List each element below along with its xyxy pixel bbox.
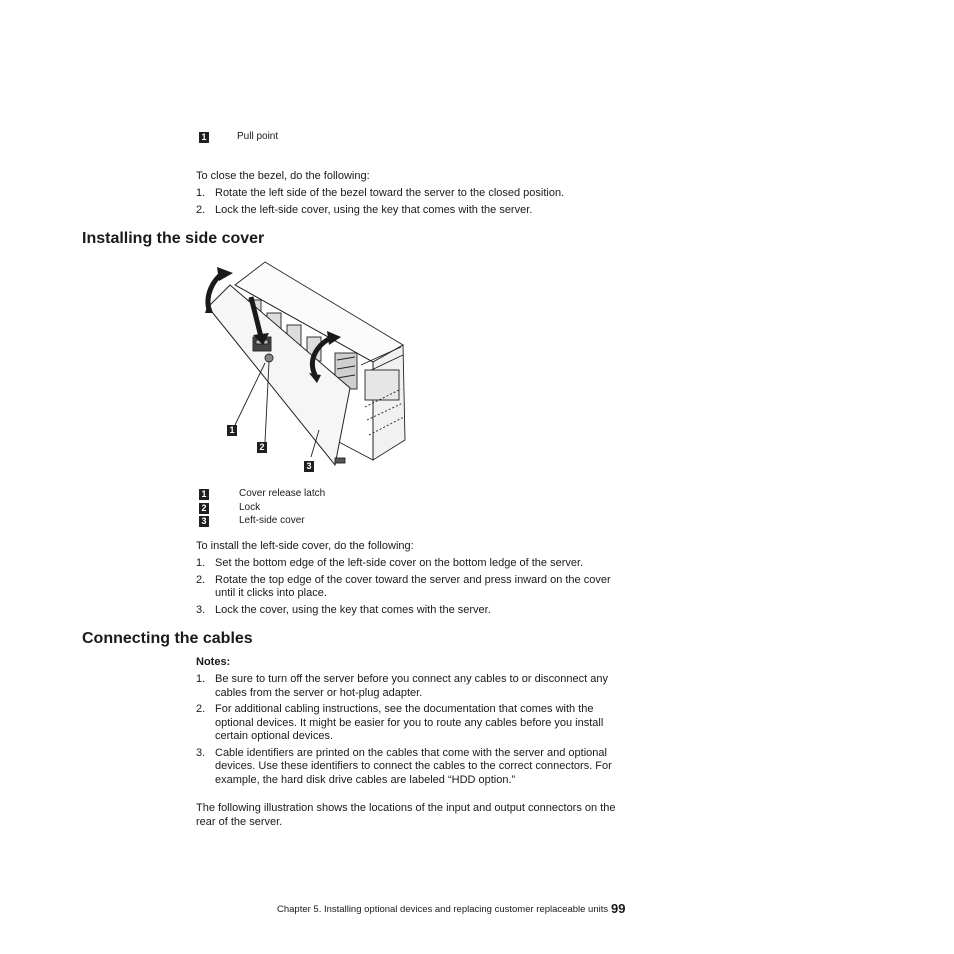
server-side-cover-illustration: [195, 255, 425, 480]
close-bezel-steps: [196, 187, 626, 217]
list-item: 1. Set the bottom edge of the left-side cover on the bottom ledge of the server.: [196, 557, 584, 569]
side-cover-steps: [196, 557, 616, 617]
section-heading-side-cover: Installing the side cover: [82, 230, 265, 247]
list-item: 2. Lock the left-side cover, using the key that comes with the server.: [196, 203, 533, 216]
legend-badge: 2: [199, 503, 209, 514]
list-item: 1. Rotate the left side of the bezel toward the server to the closed position.: [196, 187, 565, 199]
notes-label: Notes:: [196, 656, 231, 668]
page-number: 99: [611, 901, 626, 916]
cables-closing-paragraph: The following illustration shows the locations of the input and output connectors on the rear of the server.: [196, 802, 616, 828]
list-item: 2. For additional cabling instructions, see the documentation that comes with the optional devices. It might be easier for you to route any cables before you install certain optional devices.: [196, 703, 604, 742]
callout-badge-1: 1: [227, 425, 237, 436]
callout-badge: 1: [199, 132, 209, 143]
cables-notes: [196, 673, 628, 787]
callout-badge-3: 3: [304, 461, 314, 472]
legend-label-pull-point: Pull point: [237, 131, 279, 142]
legend-label-left-side-cover: Left-side cover: [239, 515, 305, 526]
legend-label-lock: Lock: [239, 502, 261, 513]
callout-badge-2: 2: [257, 442, 267, 453]
side-cover-intro: To install the left-side cover, do the following:: [196, 540, 414, 552]
list-item: 2. Rotate the top edge of the cover toward the server and press inward on the cover until it clicks into place.: [196, 573, 611, 599]
legend-badge: 3: [199, 516, 209, 527]
legend-label-cover-release-latch: Cover release latch: [239, 488, 326, 499]
footer-chapter: Chapter 5. Installing optional devices and replacing customer replaceable units: [277, 904, 609, 915]
section-heading-cables: Connecting the cables: [82, 630, 253, 647]
close-bezel-intro: To close the bezel, do the following:: [196, 170, 370, 182]
list-item: 3. Cable identifiers are printed on the cables that come with the server and optional devices. Use these identifiers to connect the cables to the correct connectors. For example, the hard disk drive cables are labeled “HDD option.”: [196, 746, 612, 786]
list-item: 3. Lock the cover, using the key that comes with the server.: [196, 603, 491, 616]
legend-badge: 1: [199, 489, 209, 500]
list-item: 1. Be sure to turn off the server before you connect any cables to or disconnect any cables from the server or hot-plug adapter.: [196, 673, 608, 699]
